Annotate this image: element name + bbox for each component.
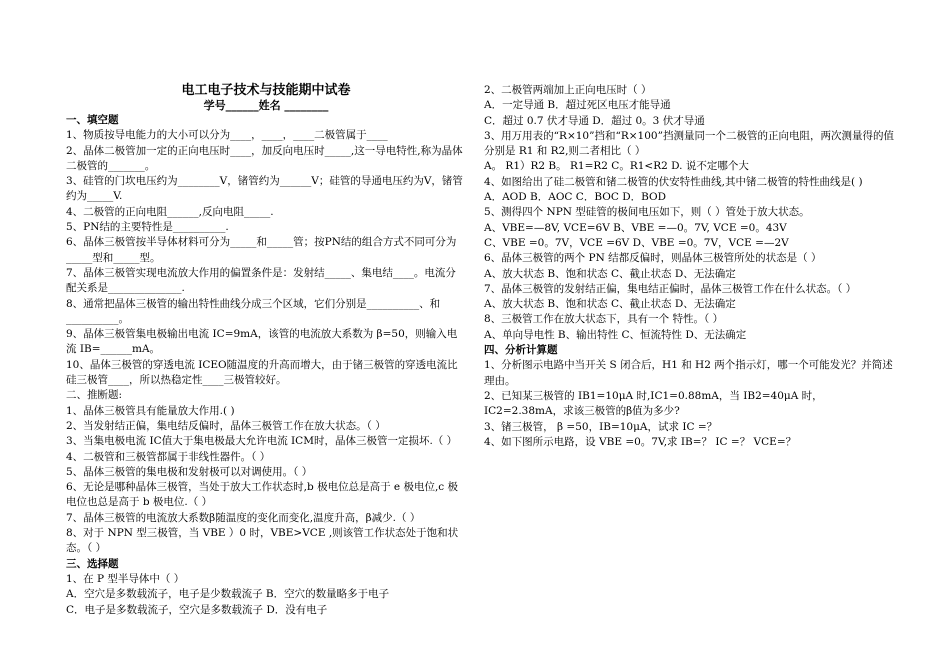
exam-title: 电工电子技术与技能期中试卷 bbox=[181, 83, 351, 98]
left-line: 二、推断题: bbox=[66, 389, 123, 402]
right-line: 4、如图给出了硅二极管和锗二极管的伏安特性曲线,其中锗二极管的特性曲线是( ) bbox=[484, 175, 863, 188]
left-line: 3、当集电极电流 IC值大于集电极最大允许电流 ICM时，晶体三极管一定损坏.（ ） bbox=[66, 435, 458, 448]
left-line: 4、二极管和三极管都属于非线性器件。（ ） bbox=[66, 450, 271, 463]
left-line: 4、二极管的正向电阻______,反向电阻_____. bbox=[66, 205, 274, 218]
left-line: 8、通常把晶体三极管的输出特性曲线分成三个区域，它们分别是__________、和__________。 bbox=[66, 297, 441, 325]
right-line: 2、二极管两端加上正向电压时（ ） bbox=[484, 84, 652, 96]
right-line: 5、测得四个 NPN 型硅管的极间电压如下，则（ ）管处于放大状态。 bbox=[484, 206, 810, 219]
right-line: A、单向导电性 B、输出特性 C、恒流特性 D、无法确定 bbox=[484, 328, 747, 341]
right-lines bbox=[484, 83, 894, 450]
left-line: 1、物质按导电能力的大小可以分为____，____，____二极管属于____ bbox=[66, 129, 388, 142]
left-line: 6、晶体三极管按半导体材料可分为_____和_____管；按PN结的组合方式不同可分为_____型和_____型。 bbox=[66, 236, 457, 264]
left-line: 3、硅管的门坎电压约为________V，锗管约为______V；硅管的导通电压约为V，锗管约为_____V. bbox=[66, 175, 463, 203]
right-line: C、VBE =0。7V，VCE =6V D、VBE =0。7V，VCE =—2V bbox=[484, 236, 789, 249]
left-line: 9、晶体三极管集电极输出电流 IC=9mA，该管的电流放大系数为 β=50，则输入电流 IB=______mA。 bbox=[66, 328, 458, 356]
left-line: 5、晶体三极管的集电极和发射极可以对调使用。（ ） bbox=[66, 465, 313, 478]
right-line: A．AOD B．AOC C．BOC D．BOD bbox=[484, 191, 667, 204]
left-line: 三、选择题 bbox=[66, 557, 119, 570]
left-line: C．电子是多数载流子，空穴是多数载流子 D．没有电子 bbox=[66, 603, 328, 616]
right-line: 7、晶体三极管的发射结正偏，集电结正偏时，晶体三极管工作在什么状态。（ ） bbox=[484, 282, 857, 295]
left-column bbox=[66, 0, 466, 618]
right-line: 3、用万用表的“R×10”挡和“R×100”挡测量同一个二极管的正向电阻，两次测量得的值分别是 R1 和 R2,则二者相比（ ） bbox=[484, 129, 894, 158]
right-line: 6、晶体三极管的两个 PN 结都反偏时，则晶体三极管所处的状态是（ ） bbox=[484, 252, 822, 265]
right-line: 四、分析计算题 bbox=[484, 344, 558, 357]
right-line: A。 R1）R2 B。 R1=R2 C。R1<R2 D. 说不定哪个大 bbox=[484, 160, 749, 173]
right-line: 4、如下图所示电路，设 VBE =0。7V,求 IB=？ IC =？ VCE=？ bbox=[484, 435, 797, 448]
right-line: A、放大状态 B、饱和状态 C、截止状态 D、无法确定 bbox=[484, 267, 736, 280]
left-line: 7、晶体三极管的电流放大系数β随温度的变化而变化,温度升高，β减少.（ ） bbox=[66, 511, 421, 524]
right-line: A．一定导通 B．超过死区电压才能导通 bbox=[484, 99, 671, 112]
left-lines bbox=[66, 113, 466, 618]
left-line: 2、晶体二极管加一定的正向电压时____，加反向电压时_____,这一导电特性,称为晶体二极管的_______。 bbox=[66, 144, 463, 172]
left-line: 7、晶体三极管实现电流放大作用的偏置条件是：发射结_____、集电结____。电流分配关系是______________. bbox=[66, 266, 456, 295]
left-line: 8、对于 NPN 型三极管，当 VBE ）0 时，VBE>VCE ,则该管工作状态处于饱和状态。（ ） bbox=[66, 527, 459, 555]
right-line: 2、已知某三极管的 IB1=10μA 时,IC1=0.88mA，当 IB2=40μA 时，IC2=2.38mA，求该三极管的β值为多少? bbox=[484, 389, 823, 418]
right-line: A、放大状态 B、饱和状态 C、截止状态 D、无法确定 bbox=[484, 298, 736, 311]
right-line: A、VBE=—8V, VCE=6V B、VBE =—0。7V, VCE =0。43V bbox=[484, 221, 787, 234]
left-line: 1、晶体三极管具有能量放大作用.( ) bbox=[66, 404, 235, 417]
right-line: 1、分析图示电路中当开关 S 闭合后，H1 和 H2 两个指示灯，哪一个可能发光？并简述理由。 bbox=[484, 359, 893, 387]
student-info-line: 学号______姓名 ________ bbox=[203, 99, 329, 112]
left-line: 6、无论是哪种晶体三极管，当处于放大工作状态时,b 极电位总是高于 e 极电位,c 极电位也总是高于 b 极电位.（ ） bbox=[66, 481, 459, 509]
right-line: 3、锗三极管， β =50，IB=10μA，试求 IC =？ bbox=[484, 420, 718, 433]
right-column bbox=[484, 83, 894, 450]
left-line: 2、当发射结正偏，集电结反偏时，晶体三极管工作在放大状态。（ ） bbox=[66, 419, 386, 432]
left-line: 5、PN结的主要特性是__________. bbox=[66, 221, 229, 234]
right-line: C．超过 0.7 伏才导通 D．超过 0。3 伏才导通 bbox=[484, 114, 705, 127]
left-line: 一、填空题 bbox=[66, 114, 119, 126]
right-line: 8、三极管工作在放大状态下，具有一个 特性。（ ） bbox=[484, 313, 724, 326]
left-line: 1、在 P 型半导体中（ ） bbox=[66, 572, 185, 585]
left-line: A．空穴是多数载流子，电子是少数载流子 B．空穴的数量略多于电子 bbox=[66, 588, 390, 601]
left-line: 10、晶体三极管的穿透电流 ICEO随温度的升高而增大，由于锗三极管的穿透电流比硅三极管____，所以热稳定性____三极管较好。 bbox=[66, 358, 458, 387]
